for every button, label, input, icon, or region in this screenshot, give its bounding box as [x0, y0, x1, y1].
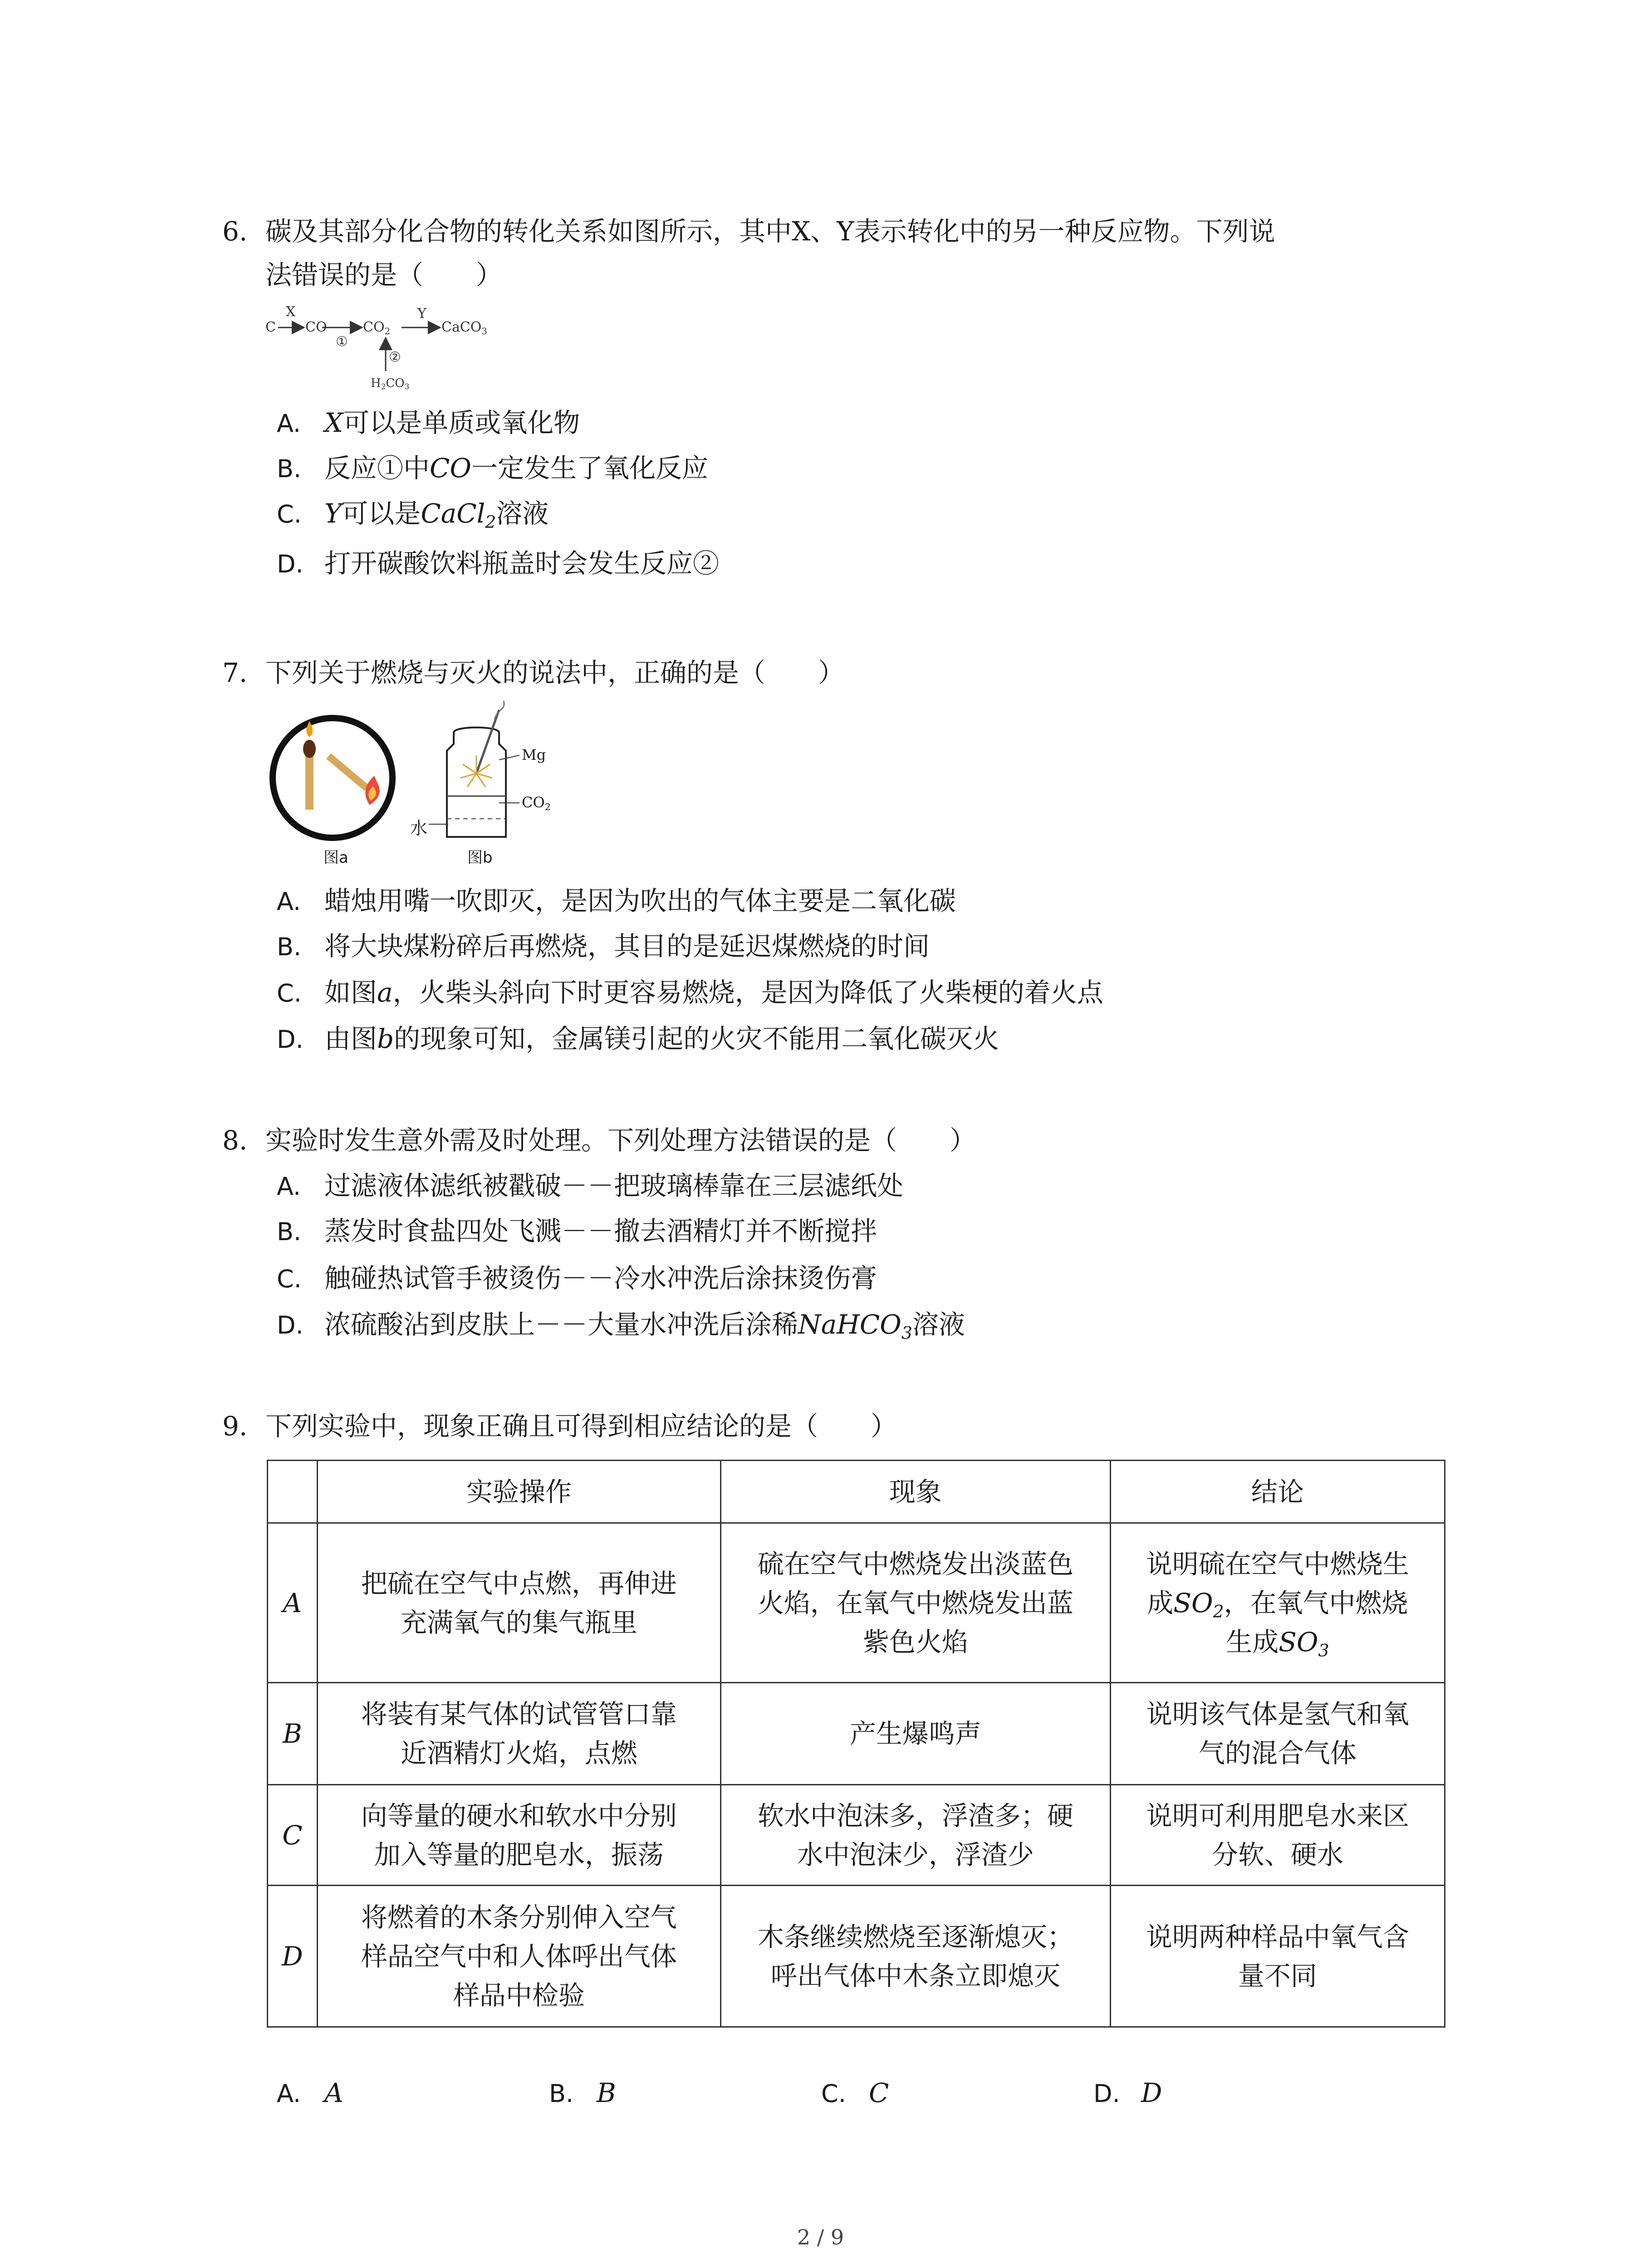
label-water: 水: [410, 818, 428, 838]
conclusion-cell: 说明该气体是氢气和氧 气的混合气体: [1110, 1683, 1445, 1785]
conclusion-cell: 说明硫在空气中燃烧生 成$SO_2$，在氧气中燃烧 生成$SO_3$: [1110, 1523, 1445, 1683]
option-6d[interactable]: D. 打开碳酸饮料瓶盖时会发生反应②: [277, 548, 720, 579]
figure-a: [265, 714, 402, 867]
figure-a-label: 图a: [323, 849, 348, 867]
phenomenon-cell: 产生爆鸣声: [720, 1683, 1110, 1785]
scheme-h2co3: $H_2CO_3$: [371, 376, 410, 391]
question-stem: 实验时发生意外需及时处理。下列处理方法错误的是（ ）: [265, 1125, 976, 1156]
option-6a[interactable]: A. X可以是单质或氧化物: [277, 407, 580, 438]
question-number: 8.: [222, 1125, 248, 1156]
question-stem-cont: 法错误的是（ ）: [265, 259, 503, 290]
phenomenon-cell: 软水中泡沫多，浮渣多；硬 水中泡沫少，浮渣少: [720, 1785, 1110, 1886]
table-header-row: [268, 1461, 1445, 1523]
header-cell: 实验操作: [317, 1461, 720, 1523]
match-figure: [265, 714, 402, 841]
figure-b-label: 图b: [467, 849, 493, 867]
scheme-x: X: [286, 304, 296, 320]
question-6: [222, 210, 1275, 297]
header-cell: [268, 1461, 318, 1523]
table-row: [268, 1886, 1445, 2027]
scheme-caco3: CaCO$_3$: [441, 319, 487, 337]
question-number: 7.: [222, 657, 248, 688]
label-mg: Mg: [522, 746, 546, 763]
option-6c[interactable]: C. Y可以是CaCl$_2$溶液: [277, 498, 549, 532]
question-stem: 下列实验中，现象正确且可得到相应结论的是（ ）: [265, 1411, 897, 1442]
operation-cell: 将装有某气体的试管管口靠 近酒精灯火焰，点燃: [317, 1683, 720, 1785]
scheme-co: CO: [305, 319, 327, 335]
page-number: 2 / 9: [797, 2225, 844, 2249]
scheme-co2: $CO_2$: [363, 319, 390, 337]
operation-cell: 把硫在空气中点燃，再伸进 充满氧气的集气瓶里: [317, 1523, 720, 1683]
table-row: [268, 1785, 1445, 1886]
row-label: D: [268, 1886, 318, 2027]
question-number: 9.: [222, 1411, 248, 1442]
scheme-circ2: ②: [389, 349, 401, 365]
option-9c[interactable]: C. C: [821, 2077, 889, 2108]
operation-cell: 将燃着的木条分别伸入空气 样品空气中和人体呼出气体 样品中检验: [317, 1886, 720, 2027]
option-8d[interactable]: D. 浓硫酸沾到皮肤上－－大量水冲洗后涂稀NaHCO$_3$溶液: [277, 1309, 965, 1343]
question-8: [222, 1119, 976, 1162]
option-7d[interactable]: D. 由图b的现象可知，金属镁引起的火灾不能用二氧化碳灭火: [277, 1023, 999, 1054]
option-9b[interactable]: B. B: [549, 2077, 616, 2108]
conclusion-cell: 说明两种样品中氧气含 量不同: [1110, 1886, 1445, 2027]
row-label: B: [268, 1683, 318, 1785]
table-row: [268, 1683, 1445, 1785]
option-8a[interactable]: A. 过滤液体滤纸被戳破－－把玻璃棒靠在三层滤纸处: [277, 1170, 904, 1201]
scheme-c: C: [265, 319, 276, 335]
question-stem: 下列关于燃烧与灭火的说法中，正确的是（ ）: [265, 657, 845, 688]
question-number: 6.: [222, 216, 248, 247]
label-co2: $CO_2$: [522, 794, 551, 813]
table-row: [268, 1523, 1445, 1683]
carbon-conversion-scheme: [265, 299, 519, 399]
row-label: C: [268, 1785, 318, 1886]
option-7a[interactable]: A. 蜡烛用嘴一吹即灭，是因为吹出的气体主要是二氧化碳: [277, 885, 956, 916]
option-9a[interactable]: A. A: [277, 2077, 343, 2108]
header-cell: 现象: [720, 1461, 1110, 1523]
scheme-circ1: ①: [336, 334, 348, 350]
jar-figure: [408, 701, 572, 850]
experiment-table: [267, 1460, 1445, 2028]
phenomenon-cell: 硫在空气中燃烧发出淡蓝色 火焰，在氧气中燃烧发出蓝 紫色火焰: [720, 1523, 1110, 1683]
option-9d[interactable]: D. D: [1093, 2077, 1162, 2108]
row-label: A: [268, 1523, 318, 1683]
question-stem: 碳及其部分化合物的转化关系如图所示，其中X、Y表示转化中的另一种反应物。下列说: [265, 216, 1275, 247]
scheme-y: Y: [417, 306, 426, 322]
figure-b: [408, 701, 572, 867]
phenomenon-cell: 木条继续燃烧至逐渐熄灭； 呼出气体中木条立即熄灭: [720, 1886, 1110, 2027]
question-9: [222, 1404, 897, 1448]
option-7b[interactable]: B. 将大块煤粉碎后再燃烧，其目的是延迟煤燃烧的时间: [277, 931, 930, 962]
conclusion-cell: 说明可利用肥皂水来区 分软、硬水: [1110, 1785, 1445, 1886]
header-cell: 结论: [1110, 1461, 1445, 1523]
option-6b[interactable]: B. 反应①中CO一定发生了氧化反应: [277, 453, 708, 484]
option-8c[interactable]: C. 触碰热试管手被烫伤－－冷水冲洗后涂抹烫伤膏: [277, 1263, 877, 1294]
operation-cell: 向等量的硬水和软水中分别 加入等量的肥皂水，振荡: [317, 1785, 720, 1886]
option-8b[interactable]: B. 蒸发时食盐四处飞溅－－撤去酒精灯并不断搅拌: [277, 1216, 877, 1246]
question-7: [222, 651, 844, 694]
option-7c[interactable]: C. 如图a，火柴头斜向下时更容易燃烧，是因为降低了火柴梗的着火点: [277, 977, 1103, 1008]
